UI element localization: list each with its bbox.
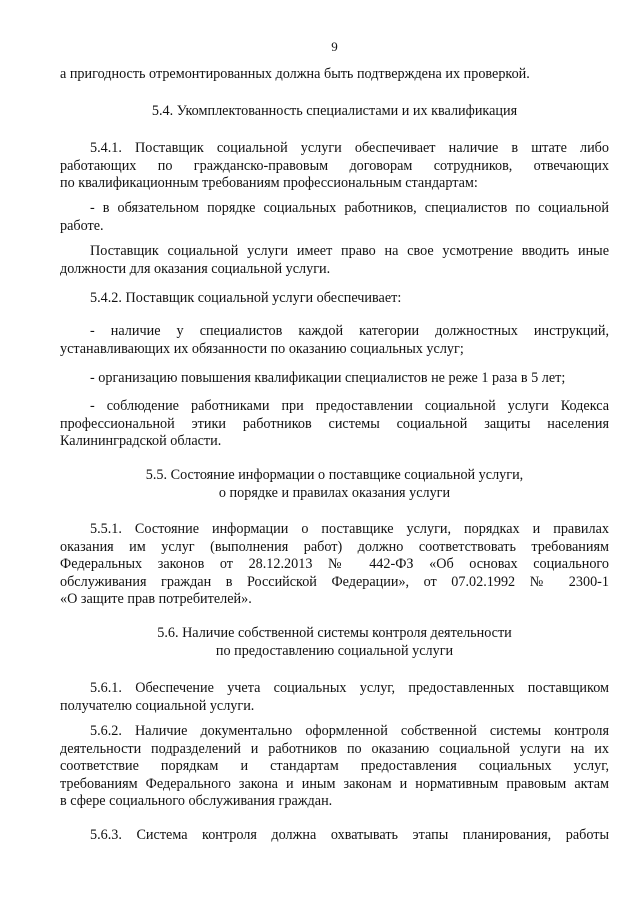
paragraph-5-4-2: 5.4.2. Поставщик социальной услуги обеспечивает: <box>90 290 402 306</box>
section-heading-5-6: 5.6. Наличие собственной системы контроля деятельности по предоставлению социальной услуги <box>157 625 512 659</box>
paragraph-5-4-1: 5.4.1. Поставщик социальной услуги обеспечивает наличие в штате либо работающих по гражданско-правовым договорам сотрудников, отвечающих по квалификационным требованиям профессиональным стандартам: <box>60 140 609 191</box>
intro-line: а пригодность отремонтированных должна быть подтверждена их проверкой. <box>60 66 530 82</box>
section-heading-5-5: 5.5. Состояние информации о поставщике социальной услуги, о порядке и правилах оказания услуги <box>145 467 524 501</box>
page-number: 9 <box>331 39 338 54</box>
paragraph-5-4-1-item: - в обязательном порядке социальных работников, специалистов по социальной работе. <box>60 200 609 234</box>
section-heading-5-4: 5.4. Укомплектованность специалистами и их квалификация <box>151 103 518 119</box>
paragraph-5-4-2-item-3: - соблюдение работниками при предоставлении социальной услуги Кодекса профессиональной этики работников системы социальной защиты населения Калининградской области. <box>60 398 609 449</box>
paragraph-5-4-2-item-2: - организацию повышения квалификации специалистов не реже 1 раза в 5 лет; <box>90 370 566 386</box>
paragraph-5-6-2: 5.6.2. Наличие документально оформленной собственной системы контроля деятельности подразделений и работников по оказанию социальной услуги на их соответствие порядкам и стандартам предоставления социальных услуг, требованиям Федерального закона и иным законам и нормативным правовым актам в сфере социального обслуживания граждан. <box>60 723 609 809</box>
paragraph-5-6-1: 5.6.1. Обеспечение учета социальных услуг, предоставленных поставщиком получателю социальной услуги. <box>60 680 609 714</box>
paragraph-5-6-3: 5.6.3. Система контроля должна охватывать этапы планирования, работы <box>90 827 609 843</box>
paragraph-5-4-2-item-1: - наличие у специалистов каждой категории должностных инструкций, устанавливающих их обязанности по оказанию социальных услуг; <box>60 323 609 357</box>
paragraph-5-4-1-right: Поставщик социальной услуги имеет право на свое усмотрение вводить иные должности для оказания социальной услуги. <box>60 243 609 277</box>
paragraph-5-5-1: 5.5.1. Состояние информации о поставщике услуги, порядках и правилах оказания им услуг (выполнения работ) должно соответствовать требованиям Федеральных законов от 28.12.2013 № 442-ФЗ «Об основах социального обслуживания граждан в Российской Федерации», от 07.02.1992 № 2300-1 «О защите прав потребителей». <box>60 521 609 607</box>
